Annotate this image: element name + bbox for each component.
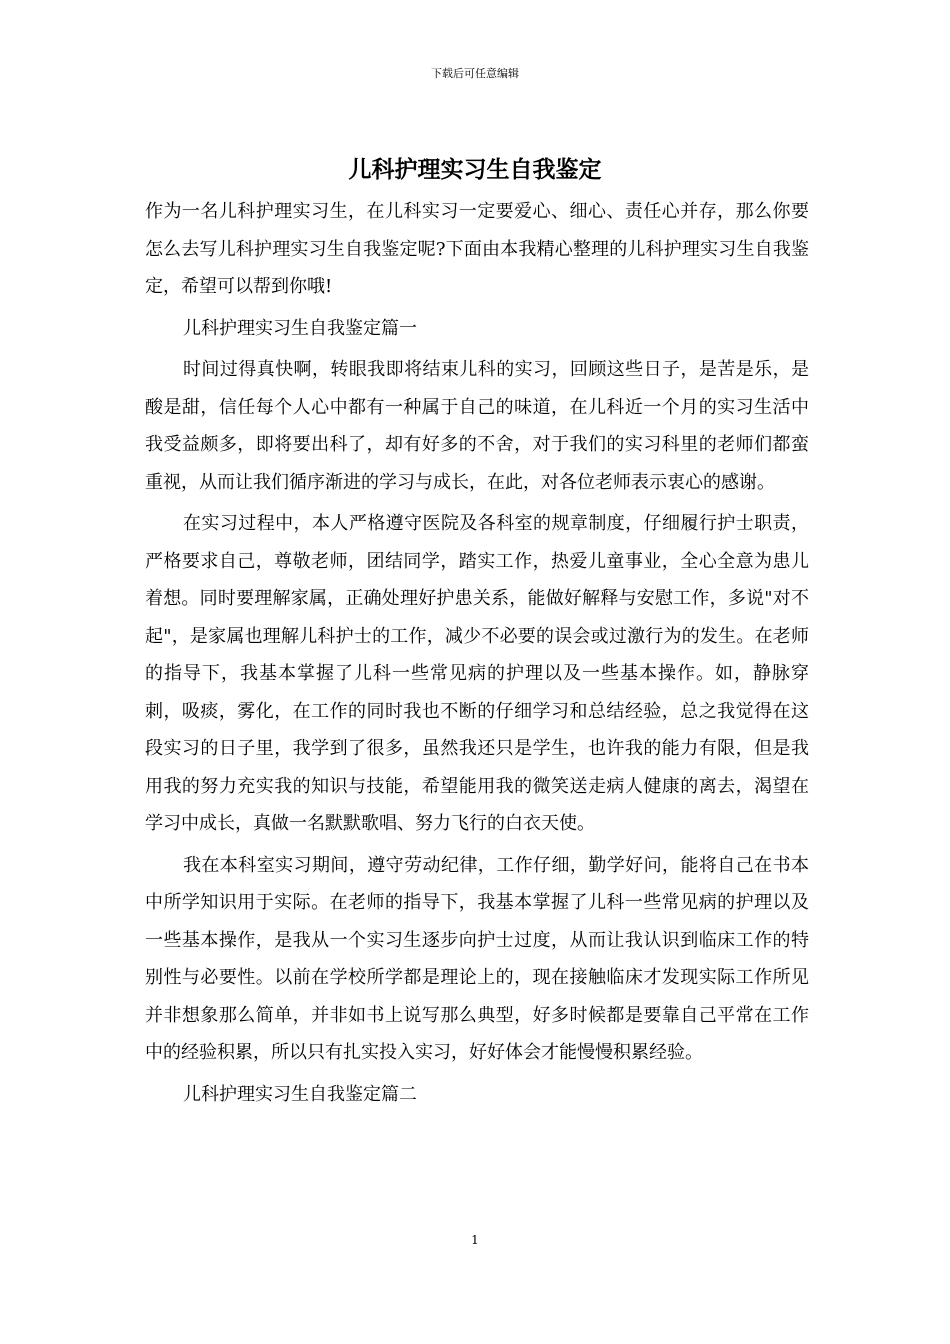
- body-paragraph-3: 我在本科室实习期间，遵守劳动纪律，工作仔细，勤学好问，能将自己在书本中所学知识用于实际。在老师的指导下，我基本掌握了儿科一些常见病的护理以及一些基本操作，是我从一个实习生逐步向护士过度，从而让我认识到临床工作的特别性与必要性。以前在学校所学都是理论上的，现在接触临床才发现实际工作所见并非想象那么简单，并非如书上说写那么典型，好多时候都是要靠自己平常在工作中的经验积累，所以只有扎实投入实习，好好体会才能慢慢积累经验。: [145, 854, 809, 1063]
- document-body: [145, 193, 809, 1117]
- section-heading-1: 儿科护理实习生自我鉴定篇一: [183, 317, 417, 339]
- page-title: 儿科护理实习生自我鉴定: [348, 156, 602, 183]
- body-paragraph-1: 时间过得真快啊，转眼我即将结束儿科的实习，回顾这些日子，是苦是乐，是酸是甜，信任每个人心中都有一种属于自己的味道，在儿科近一个月的实习生活中我受益颇多，即将要出科了，却有好多的不舍，对于我们的实习科里的老师们都蛮重视，从而让我们循序渐进的学习与成长，在此，对各位老师表示衷心的感谢。: [145, 359, 809, 493]
- header-note: 下载后可任意编辑: [431, 67, 519, 80]
- intro-paragraph: 作为一名儿科护理实习生，在儿科实习一定要爱心、细心、责任心并存，那么你要怎么去写儿科护理实习生自我鉴定呢?下面由本我精心整理的儿科护理实习生自我鉴定，希望可以帮到你哦!: [145, 201, 809, 297]
- section-heading-2: 儿科护理实习生自我鉴定篇二: [183, 1083, 417, 1105]
- body-paragraph-2: 在实习过程中，本人严格遵守医院及各科室的规章制度，仔细履行护士职责，严格要求自己，尊敬老师，团结同学，踏实工作，热爱儿童事业，全心全意为患儿着想。同时要理解家属，正确处理好护患关系，能做好解释与安慰工作，多说"对不起"，是家属也理解儿科护士的工作，减少不必要的误会或过激行为的发生。在老师的指导下，我基本掌握了儿科一些常见病的护理以及一些基本操作。如，静脉穿刺，吸痰，雾化，在工作的同时我也不断的仔细学习和总结经验，总之我觉得在这段实习的日子里，我学到了很多，虽然我还只是学生，也许我的能力有限，但是我用我的努力充实我的知识与技能，希望能用我的微笑送走病人健康的离去，渴望在学习中成长，真做一名默默歌唱、努力飞行的白衣天使。: [145, 513, 809, 834]
- page-number: 1: [471, 1233, 479, 1247]
